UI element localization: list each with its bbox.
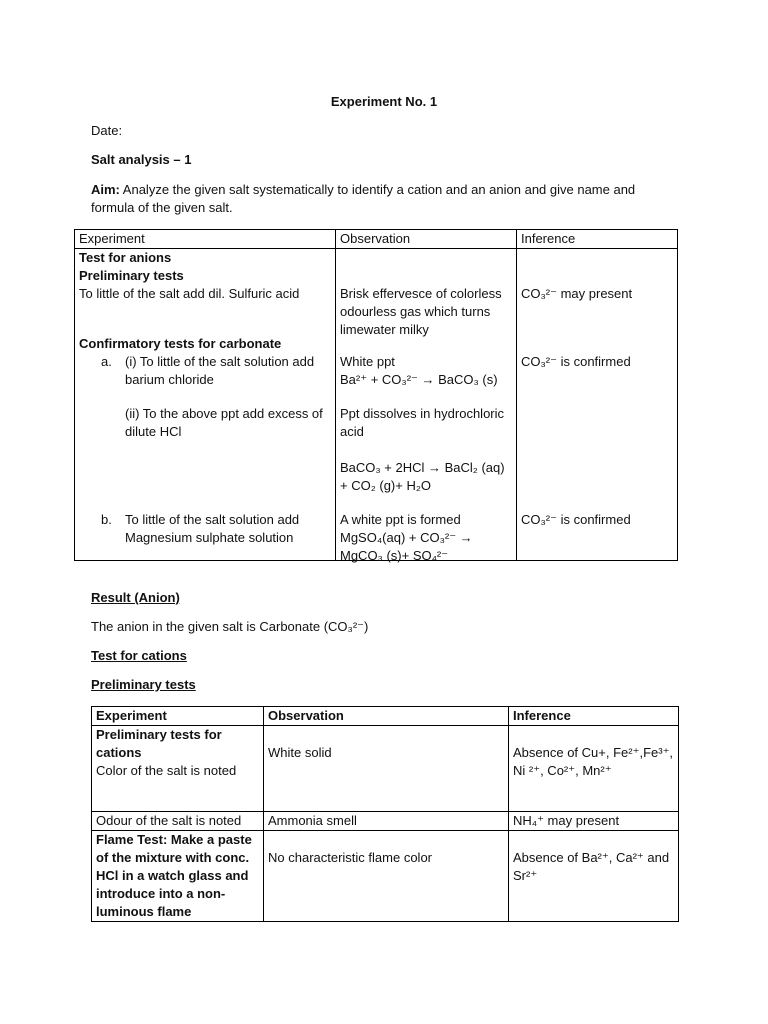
column-header: Inference (509, 707, 679, 726)
page-title: Experiment No. 1 (330, 94, 438, 109)
test-for-anions: Test for anions (79, 250, 172, 265)
table-row (75, 249, 678, 561)
column-header: Experiment (75, 230, 336, 249)
step-sulfuric-acid: To little of the salt add dil. Sulfuric acid (79, 286, 300, 301)
column-header: Experiment (92, 707, 264, 726)
obs-barium-equation: Ba²⁺ + CO₃²⁻ → BaCO₃ (s) (340, 372, 498, 387)
experiment-cell: Odour of the salt is noted (92, 812, 264, 831)
observation-cell (264, 831, 509, 922)
experiment-cell (92, 726, 264, 812)
inference-cell (509, 726, 679, 812)
date-label: Date: (91, 123, 123, 138)
table-header-row (92, 707, 679, 726)
observation-cell (336, 249, 517, 561)
color-noted: Color of the salt is noted (96, 763, 237, 778)
observation-cell (264, 726, 509, 812)
step-barium-chloride: (i) To little of the salt solution add barium chloride (125, 354, 315, 387)
cation-test-table (91, 706, 679, 922)
aim-label: Aim: (91, 182, 120, 197)
aim-text: Analyze the given salt systematically to identify a cation and an anion and give name and formula of the given salt. (91, 182, 636, 215)
column-header: Observation (336, 230, 517, 249)
confirmatory-heading: Confirmatory tests for carbonate (79, 336, 282, 351)
inference-cell: NH₄⁺ may present (509, 812, 679, 831)
inference-cell (517, 249, 678, 561)
inf-carbonate-may-present: CO₃²⁻ may present (521, 286, 633, 301)
prelim-tests-cations: Preliminary tests for cations (96, 727, 222, 760)
result-heading: Result (Anion) (91, 590, 180, 605)
list-marker-a: a. (101, 354, 112, 369)
inf-absence-ba-ca-sr: Absence of Ba²⁺, Ca²⁺ and Sr²⁺ (513, 850, 670, 883)
preliminary-tests: Preliminary tests (79, 268, 184, 283)
obs-effervescence: Brisk effervesce of colorless odourless gas which turns limewater milky (340, 286, 502, 337)
column-header: Inference (517, 230, 678, 249)
inf-carbonate-confirmed-b: CO₃²⁻ is confirmed (521, 512, 631, 527)
subtitle: Salt analysis – 1 (91, 152, 192, 167)
experiment-cell (75, 249, 336, 561)
obs-hcl-equation: BaCO₃ + 2HCl → BaCl₂ (aq) + CO₂ (g)+ H₂O (340, 460, 505, 493)
step-excess-hcl: (ii) To the above ppt add excess of dilute HCl (125, 406, 323, 439)
inf-carbonate-confirmed: CO₃²⁻ is confirmed (521, 354, 631, 369)
column-header: Observation (264, 707, 509, 726)
anion-test-table (74, 229, 678, 561)
aim-paragraph (91, 181, 681, 217)
obs-magnesium-equation: MgSO₄(aq) + CO₃²⁻ → MgCO₃ (s)+ SO₄²⁻ (340, 530, 473, 563)
inference-cell (509, 831, 679, 922)
table-row (92, 831, 679, 922)
result-text: The anion in the given salt is Carbonate (CO₃²⁻) (91, 619, 369, 634)
observation-cell: Ammonia smell (264, 812, 509, 831)
obs-white-solid: White solid (268, 745, 332, 760)
table-row (92, 812, 679, 831)
step-magnesium-sulphate: To little of the salt solution add Magnesium sulphate solution (125, 512, 300, 545)
obs-ppt-dissolves: Ppt dissolves in hydrochloric acid (340, 406, 505, 439)
obs-white-ppt-formed: A white ppt is formed (340, 512, 461, 527)
table-header-row (75, 230, 678, 249)
cations-preliminary-heading: Preliminary tests (91, 677, 196, 692)
experiment-cell: Flame Test: Make a paste of the mixture with conc. HCl in a watch glass and introduce into a non-luminous flame (92, 831, 264, 922)
table-row (92, 726, 679, 812)
cations-heading: Test for cations (91, 648, 187, 663)
list-marker-b: b. (101, 512, 112, 527)
inf-absence-colored-ions: Absence of Cu+, Fe²⁺,Fe³⁺, Ni ²⁺, Co²⁺, Mn²⁺ (513, 745, 674, 778)
obs-white-ppt: White ppt (340, 354, 395, 369)
obs-no-flame-color: No characteristic flame color (268, 850, 432, 865)
